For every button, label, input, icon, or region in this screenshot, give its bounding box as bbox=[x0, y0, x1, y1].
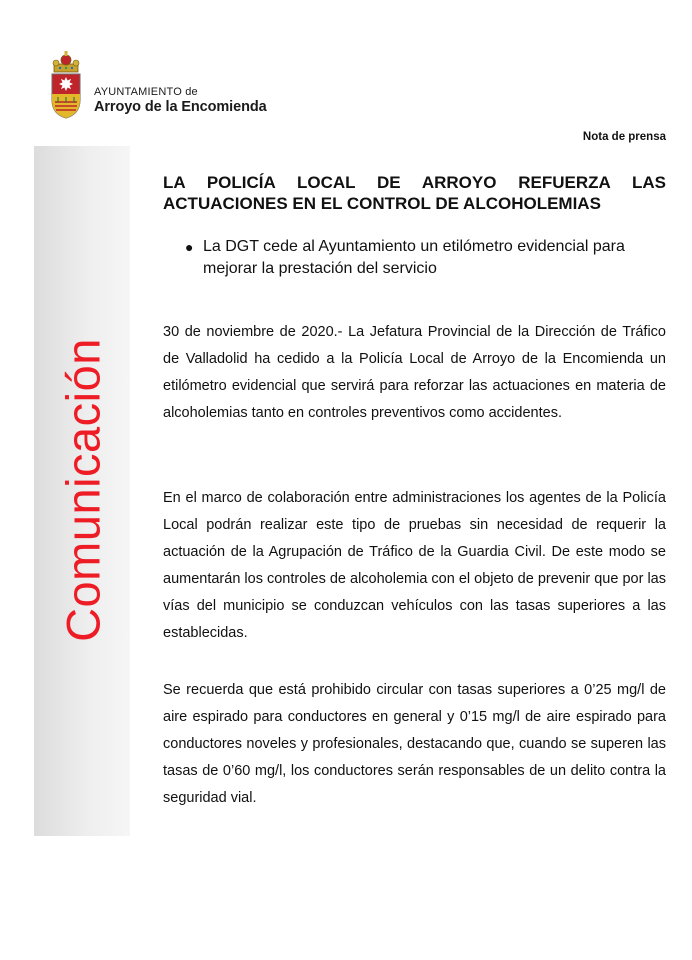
paragraph-1: 30 de noviembre de 2020.- La Jefatura Provincial de la Dirección de Tráfico de Valladolid ha cedido a la Policía Local de Arroyo de la Encomienda un etilómetro evidencial que servirá para reforzar las actuaciones en materia de alcoholemias tanto en controles preventivos como accidentes. bbox=[163, 324, 666, 421]
organization-title: AYUNTAMIENTO de bbox=[94, 86, 198, 98]
press-release-label: Nota de prensa bbox=[582, 131, 666, 143]
bullet-icon: ● bbox=[185, 239, 194, 255]
highlights-list bbox=[185, 236, 666, 280]
list-item bbox=[185, 236, 666, 280]
article-title: LA POLICÍA LOCAL DE ARROYO REFUERZA LAS ACTUACIONES EN EL CONTROL DE ALCOHOLEMIAS bbox=[163, 173, 666, 213]
sidebar-label: Comunicación bbox=[56, 338, 110, 642]
paragraph-3: Se recuerda que está prohibido circular con tasas superiores a 0’25 mg/l de aire espirado para conductores en general y 0’15 mg/l de aire espirado para conductores noveles y profesionales, destacando que, cuando se superen las tasas de 0’60 mg/l, los conductores serán responsables de un delito contra la seguridad vial. bbox=[163, 682, 666, 806]
organization-name bbox=[94, 86, 267, 115]
highlight-text: La DGT cede al Ayuntamiento un etilómetro evidencial para mejorar la prestación del servicio bbox=[203, 238, 625, 277]
paragraph-2: En el marco de colaboración entre administraciones los agentes de la Policía Local podrán realizar este tipo de pruebas sin necesidad de requerir la actuación de la Agrupación de Tráfico de la Guardia Civil. De este modo se aumentarán los controles de alcoholemia con el objeto de prevenir que por las vías del municipio se conduzcan vehículos con las tasas superiores a las establecidas. bbox=[163, 490, 666, 641]
municipality-name: Arroyo de la Encomienda bbox=[94, 99, 267, 115]
